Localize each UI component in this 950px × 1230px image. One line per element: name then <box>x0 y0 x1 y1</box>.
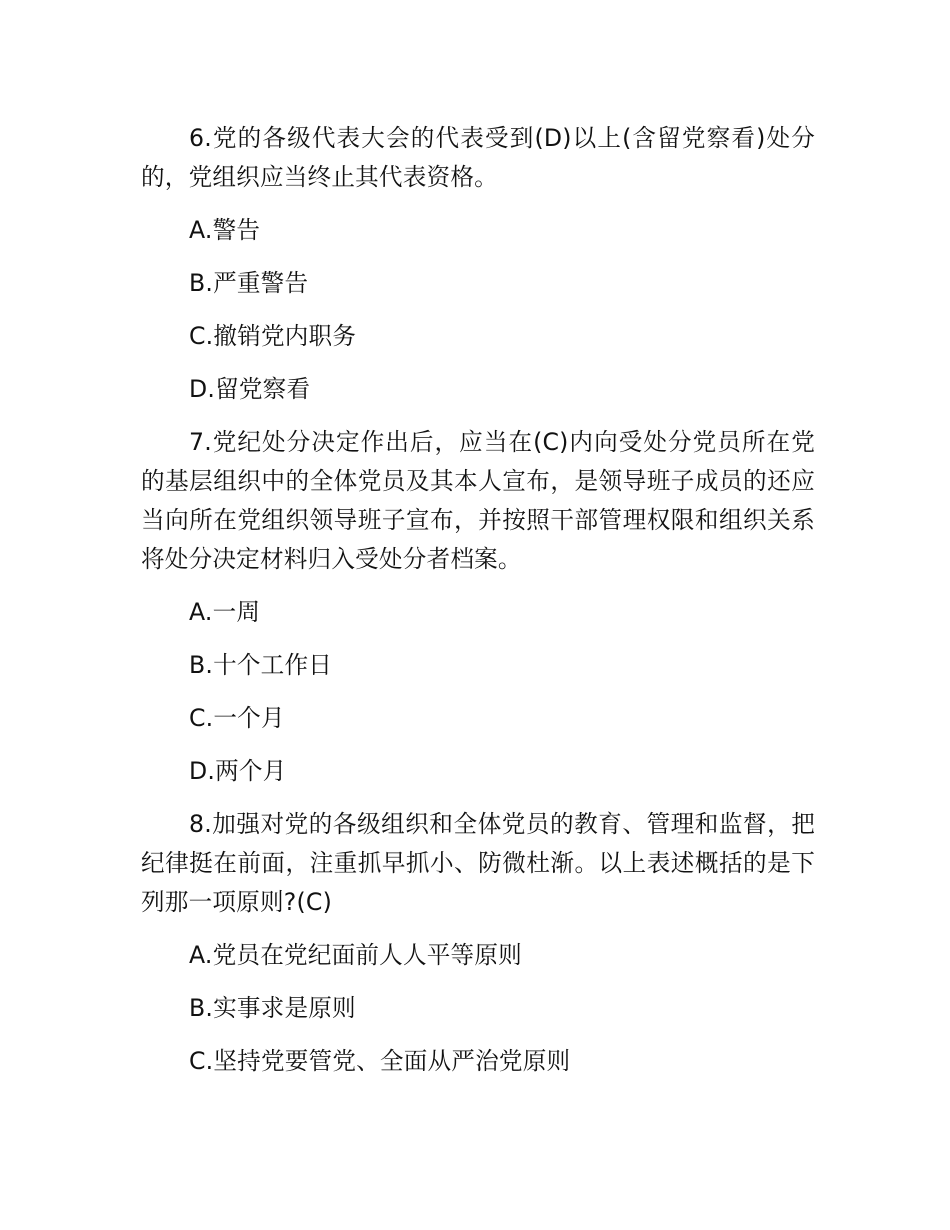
question-6-option-a: A.警告 <box>189 216 261 244</box>
question-6-option-d: D.留党察看 <box>189 375 311 403</box>
question-8-option-a: A.党员在党纪面前人人平等原则 <box>189 941 522 969</box>
question-7: 7.党纪处分决定作出后，应当在(C)内向受处分党员所在党的基层组织中的全体党员及其本人宣布，是领导班子成员的还应当向所在党组织领导班子宣布，并按照干部管理权限和组织关系将处分决定材料归入受处分者档案。 <box>141 428 815 573</box>
question-8: 8.加强对党的各级组织和全体党员的教育、管理和监督，把纪律挺在前面，注重抓早抓小、防微杜渐。以上表述概括的是下列那一项原则?(C) <box>141 810 815 916</box>
question-6-option-b: B.严重警告 <box>189 269 309 297</box>
question-6-option-c: C.撤销党内职务 <box>189 322 357 350</box>
question-8-option-c: C.坚持党要管党、全面从严治党原则 <box>189 1047 571 1075</box>
question-7-option-a: A.一周 <box>189 598 261 626</box>
question-7-option-b: B.十个工作日 <box>189 651 333 679</box>
question-8-option-b: B.实事求是原则 <box>189 994 356 1022</box>
question-7-option-d: D.两个月 <box>189 757 287 785</box>
document-body <box>141 119 815 1095</box>
question-6: 6.党的各级代表大会的代表受到(D)以上(含留党察看)处分的，党组织应当终止其代表资格。 <box>141 124 815 191</box>
question-7-option-c: C.一个月 <box>189 704 285 732</box>
